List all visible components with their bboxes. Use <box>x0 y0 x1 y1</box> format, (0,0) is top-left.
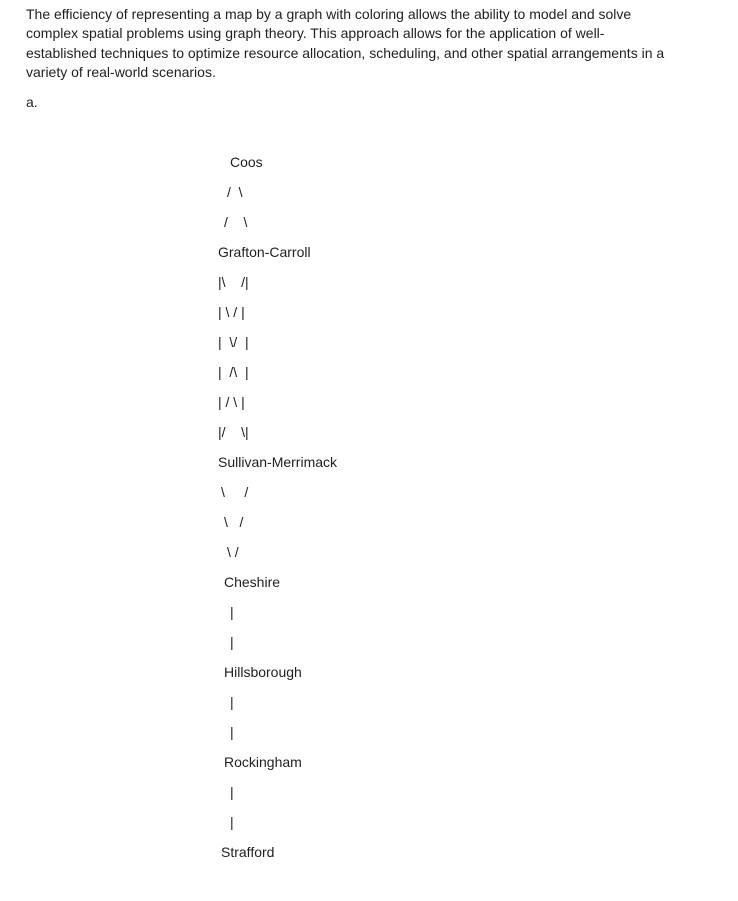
edge-line: | <box>230 784 234 800</box>
node-coos: Coos <box>230 154 263 170</box>
node-cheshire: Cheshire <box>224 574 281 590</box>
node-strafford: Strafford <box>221 844 275 860</box>
edge-line: \ / <box>224 514 244 530</box>
node-rockingham: Rockingham <box>224 754 302 770</box>
edge-line: | \ / | <box>218 304 245 320</box>
edge-line: / \ <box>224 214 248 230</box>
edge-line: | <box>230 814 234 830</box>
node-hillsborough: Hillsborough <box>224 664 302 680</box>
edge-line: | \/ | <box>218 334 249 350</box>
edge-line: \ / <box>221 484 249 500</box>
edge-line: |\ /| <box>218 274 249 290</box>
edge-line: | <box>230 634 234 650</box>
edge-line: / \ <box>227 184 243 200</box>
node-grafton-carroll: Grafton-Carroll <box>218 244 311 260</box>
edge-line: \ / <box>227 544 239 560</box>
intro-paragraph: The efficiency of representing a map by a graph with coloring allows the ability to model and solve complex spatial problems using graph theory. This approach allows for the application of well-established techniques to optimize resource allocation, scheduling, and other spatial arrangements in a variety of real-world scenarios. <box>26 6 665 80</box>
edge-line: | <box>230 724 234 740</box>
edge-line: | <box>230 694 234 710</box>
edge-line: | / \ | <box>218 394 245 410</box>
node-sullivan-merrimack: Sullivan-Merrimack <box>218 454 338 470</box>
edge-line: |/ \| <box>218 424 249 440</box>
part-label: a. <box>26 94 38 110</box>
edge-line: | <box>230 604 234 620</box>
edge-line: | /\ | <box>218 364 249 380</box>
